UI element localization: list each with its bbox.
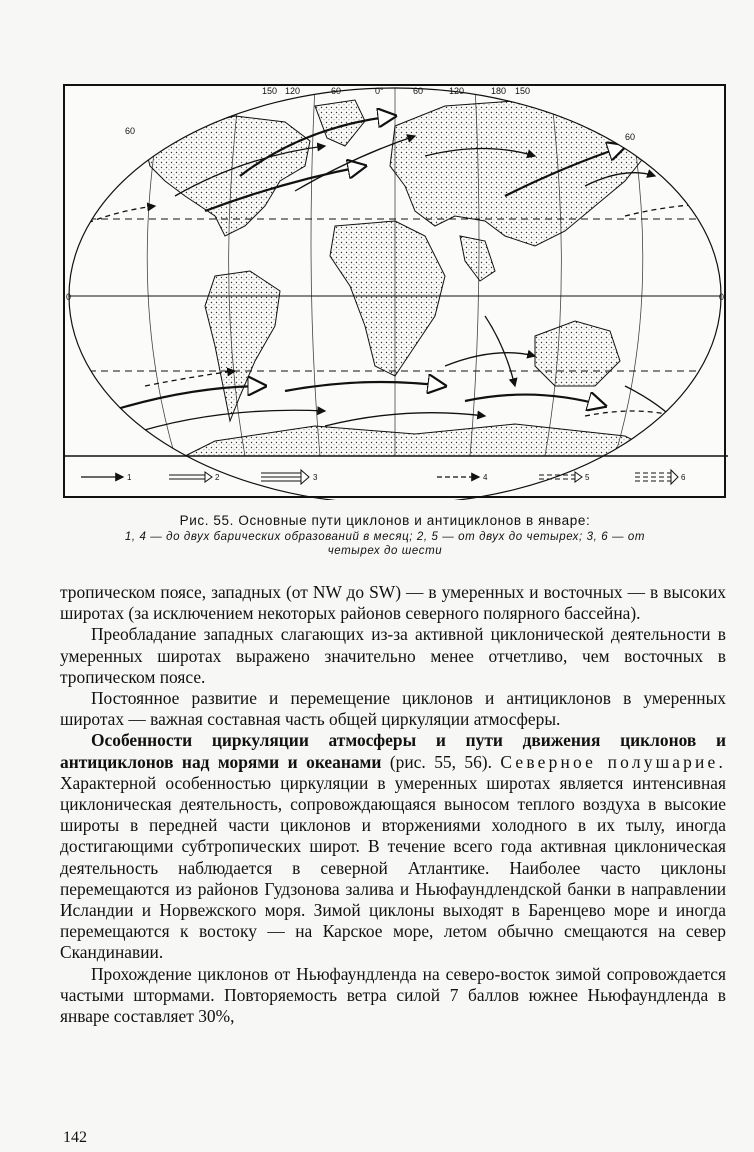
lon-label: 0° (375, 86, 384, 96)
caption-legend-line-b: четырех до шести (327, 545, 443, 557)
lon-label: 60 (331, 86, 342, 96)
paragraph-4 (60, 730, 726, 963)
legend-label-2: 2 (215, 473, 220, 482)
figure-55 (63, 84, 726, 498)
paragraph-5: Прохождение циклонов от Ньюфаундленда на северо-восток зимой сопровождается частыми штормами. Повторяемость ветра силой 7 баллов южнее Ньюфаундленда в январе составляет 30%, (60, 963, 726, 1027)
figure-caption (40, 513, 730, 558)
caption-title: Рис. 55. Основные пути циклонов и антициклонов в январе: (179, 513, 591, 528)
lat-label-left-60: 60 (125, 126, 136, 136)
lon-label: 60 (413, 86, 424, 96)
lon-label: 150 (262, 86, 278, 96)
subsection-heading: Северное полушарие. (500, 751, 726, 772)
lon-label: 120 (449, 86, 465, 96)
body-text (60, 582, 726, 1027)
caption-legend-text (40, 530, 730, 558)
lat-label-left-0: 0 (66, 292, 72, 302)
world-cyclone-map (65, 86, 728, 500)
section-heading: Особенности циркуляции атмосферы и пути движения циклонов и антициклонов над морями и океанами (60, 730, 726, 772)
caption-legend-line-a: 1, 4 — до двух барических образований в месяц; 2, 5 — от двух до четырех; 3, 6 — от (124, 531, 646, 543)
paragraph-2: Преобладание западных слагающих из-за активной циклонической деятельности в умеренных широтах выражено значительно менее отчетливо, чем восточных в тропическом поясе. (60, 624, 726, 687)
page-number: 142 (63, 1129, 87, 1146)
map-legend (81, 470, 686, 484)
lon-label: 180 (491, 86, 507, 96)
lon-label: 150 (515, 86, 531, 96)
legend-label-4: 4 (483, 473, 488, 482)
paragraph-4-text: Характерной особенностью циркуляции в умеренных широтах является интенсивная циклоническая деятельность, сопровождающаяся выносом теплого воздуха в высокие широты в передней части циклонов и вторжениями холодного в их тылу, иногда достигающими субтропических широт. В течение всего года активная циклоническая деятельность наблюдается в северной Атлантике. Наиболее часто циклоны перемещаются из районов Гудзонова залива и Ньюфаундлендской банки в направлении Исландии и Норвежского моря. Зимой циклоны выходят в Баренцево море и иногда перемещаются к востоку — на Карское море, летом обычно смещаются на север Скандинавии. (60, 772, 726, 963)
lon-label: 120 (285, 86, 301, 96)
legend-label-6: 6 (681, 473, 686, 482)
paragraph-1: тропическом поясе, западных (от NW до SW) — в умеренных и восточных — в высоких широтах (за исключением некоторых районов северного полярного бассейна). (60, 582, 726, 624)
legend-label-1: 1 (127, 473, 132, 482)
lat-label-right-60: 60 (625, 132, 636, 142)
lat-label-right-0: 0 (719, 292, 725, 302)
legend-label-3: 3 (313, 473, 318, 482)
paragraph-3: Постоянное развитие и перемещение циклонов и антициклонов в умеренных широтах — важная составная часть общей циркуляции атмосферы. (60, 688, 726, 730)
figure-reference: (рис. 55, 56). (381, 751, 501, 772)
legend-label-5: 5 (585, 473, 590, 482)
